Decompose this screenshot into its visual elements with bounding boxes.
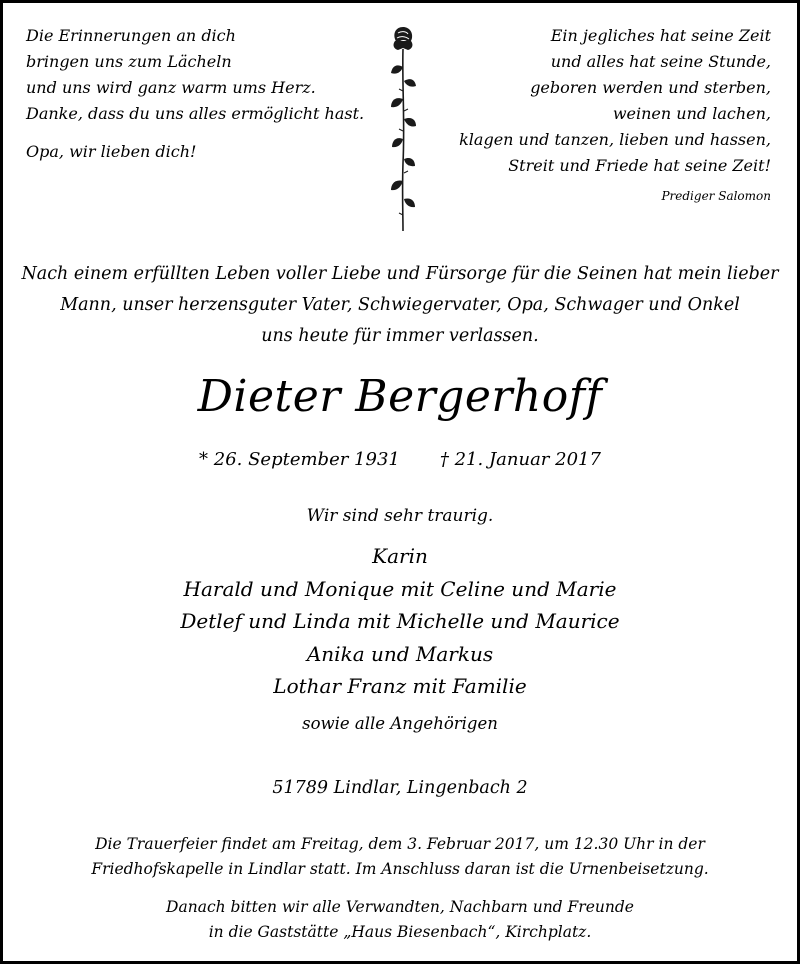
poem-right-source: Prediger Salomon [661, 189, 771, 203]
birth-date: * 26. September 1931 [199, 449, 400, 470]
poem-left-line: bringen uns zum Lächeln [26, 52, 232, 71]
family-member: Detlef und Linda mit Michelle und Maurice [180, 609, 620, 633]
family-member: Karin [372, 544, 428, 568]
poem-left-line: Danke, dass du uns alles ermöglicht hast. [26, 104, 365, 123]
life-dates [3, 446, 797, 474]
poem-right-line: Ein jegliches hat seine Zeit [550, 26, 771, 45]
address: 51789 Lindlar, Lingenbach 2 [272, 778, 528, 798]
poem-right-line: und alles hat seine Stunde, [550, 52, 771, 71]
poem-left-closing: Opa, wir lieben dich! [26, 142, 197, 161]
poem-left-line: Die Erinnerungen an dich [26, 26, 236, 45]
deceased-name: Dieter Bergerhoff [197, 371, 603, 422]
poem-left-line: und uns wird ganz warm ums Herz. [26, 78, 316, 97]
death-date: † 21. Januar 2017 [439, 449, 601, 470]
invite-line: Danach bitten wir alle Verwandten, Nachbarn und Freunde [166, 898, 634, 916]
poem-right-line: Streit und Friede hat seine Zeit! [508, 156, 771, 175]
poem-right-line: klagen und tanzen, lieben und hassen, [459, 130, 771, 149]
poem-right [411, 23, 771, 204]
relatives-line: sowie alle Angehörigen [302, 714, 498, 733]
family-member: Lothar Franz mit Familie [273, 674, 527, 698]
poem-right-line: weinen und lachen, [612, 104, 771, 123]
intro-line: Nach einem erfüllten Leben voller Liebe und Fürsorge für die Seinen hat mein lieber [21, 264, 779, 284]
intro-text [3, 259, 797, 352]
invitation [3, 895, 797, 945]
service-info [3, 832, 797, 882]
service-line: Friedhofskapelle in Lindlar statt. Im Anschluss daran ist die Urnenbeisetzung. [91, 860, 709, 878]
poem-right-line: geboren werden und sterben, [530, 78, 771, 97]
family-member: Harald und Monique mit Celine und Marie [183, 576, 617, 601]
service-line: Die Trauerfeier findet am Freitag, dem 3. Februar 2017, um 12.30 Uhr in der [95, 835, 705, 853]
family-member: Anika und Markus [306, 641, 494, 666]
family-list [3, 540, 797, 703]
invite-line: in die Gaststätte „Haus Biesenbach“, Kirchplatz. [208, 923, 592, 941]
intro-line: Mann, unser herzensguter Vater, Schwiegervater, Opa, Schwager und Onkel [60, 295, 740, 315]
poem-left [26, 23, 386, 165]
intro-line: uns heute für immer verlassen. [261, 326, 539, 346]
mourning-line: Wir sind sehr traurig. [306, 506, 494, 526]
